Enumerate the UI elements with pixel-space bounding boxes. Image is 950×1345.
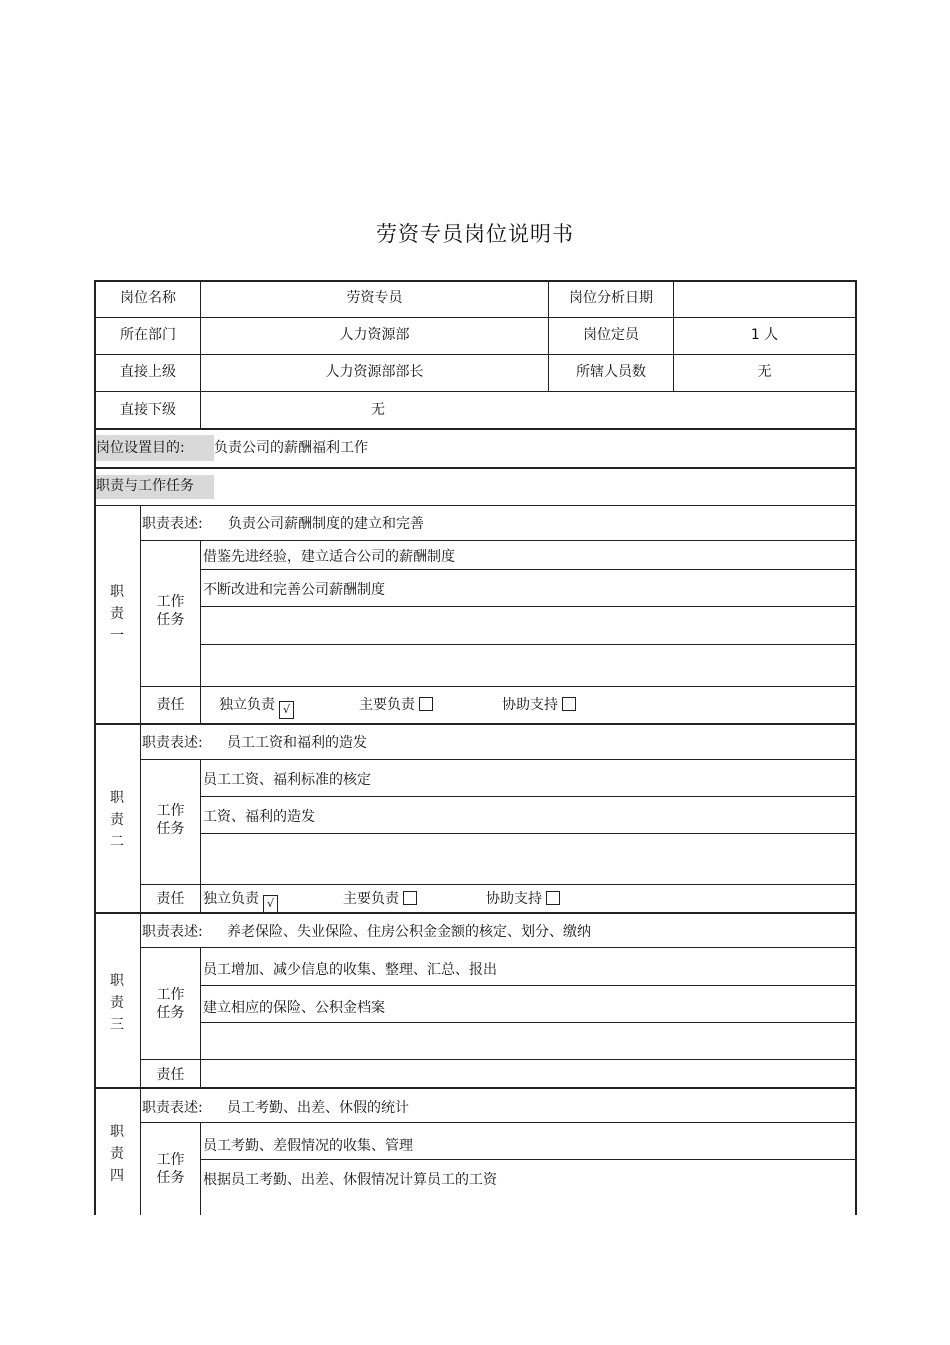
duty-4-desc-label: 职责表述: <box>142 1100 203 1116</box>
duty-2-desc-label: 职责表述: <box>142 735 203 751</box>
duty-1-desc-label: 职责表述: <box>142 516 203 532</box>
duty-1-task-2: 不断改进和完善公司薪酬制度 <box>203 582 385 598</box>
duty-3-title: 职 责 三 <box>110 973 124 1033</box>
subordinates-count-value: 无 <box>757 364 772 380</box>
superior-value: 人力资源部部长 <box>325 364 424 380</box>
headcount-label: 岗位定员 <box>583 327 639 343</box>
duty-4-title: 职 责 四 <box>110 1124 124 1184</box>
duty-1-desc: 负责公司薪酬制度的建立和完善 <box>228 516 424 532</box>
analysis-date-label: 岗位分析日期 <box>569 290 653 306</box>
duty-1-opt-assist: 协助支持 <box>502 696 576 714</box>
checkbox-checked-icon: √ <box>279 701 294 719</box>
dept-value: 人力资源部 <box>339 327 410 343</box>
duty-2-title: 职 责 二 <box>110 790 124 850</box>
duty-2-resp-label: 责任 <box>156 891 185 907</box>
duty-3-task-2: 建立相应的保险、公积金档案 <box>203 1000 385 1016</box>
duty-2-opt-independent: 独立负责 √ <box>203 890 278 913</box>
duty-4-task-1: 员工考勤、差假情况的收集、管理 <box>203 1138 413 1154</box>
duty-4-task-label: 工作 任务 <box>156 1152 185 1186</box>
document-title: 劳资专员岗位说明书 <box>376 222 574 246</box>
checkbox-icon <box>562 697 576 711</box>
superior-label: 直接上级 <box>120 364 176 380</box>
checkbox-icon <box>546 891 560 905</box>
duty-4-desc: 员工考勤、出差、休假的统计 <box>227 1100 409 1116</box>
duty-2-task-2: 工资、福利的造发 <box>203 809 315 825</box>
duty-2-task-1: 员工工资、福利标准的核定 <box>203 772 371 788</box>
purpose-text: 负责公司的薪酬福利工作 <box>214 440 368 456</box>
post-name-label: 岗位名称 <box>120 290 176 306</box>
duty-1-task-label: 工作 任务 <box>156 594 185 628</box>
duty-1-task-1: 借鉴先进经验，建立适合公司的薪酬制度 <box>203 549 455 565</box>
duty-4-task-2: 根据员工考勤、出差、休假情况计算员工的工资 <box>203 1172 497 1188</box>
duty-1-resp-label: 责任 <box>156 697 185 713</box>
duty-3-task-1: 员工增加、减少信息的收集、整理、汇总、报出 <box>203 962 497 978</box>
duties-header: 职责与工作任务 <box>96 478 194 494</box>
purpose-label: 岗位设置目的: <box>96 440 185 456</box>
duty-3-task-label: 工作 任务 <box>156 987 185 1021</box>
duty-2-opt-main: 主要负责 <box>343 890 417 908</box>
duty-1-opt-independent: 独立负责 √ <box>219 696 294 719</box>
duty-2-task-label: 工作 任务 <box>156 803 185 837</box>
post-name-value: 劳资专员 <box>346 290 403 306</box>
duty-3-desc: 养老保险、失业保险、住房公积金金额的核定、划分、缴纳 <box>227 924 591 940</box>
subordinate-value: 无 <box>371 402 385 418</box>
headcount-value: 1 人 <box>750 327 779 343</box>
duty-3-desc-label: 职责表述: <box>142 924 203 940</box>
duty-2-opt-assist: 协助支持 <box>486 890 560 908</box>
subordinates-count-label: 所辖人员数 <box>576 364 646 380</box>
checkbox-checked-icon: √ <box>263 895 278 913</box>
checkbox-icon <box>419 697 433 711</box>
duty-3-resp-label: 责任 <box>156 1067 185 1083</box>
checkbox-icon <box>403 891 417 905</box>
duty-1-title: 职 责 一 <box>110 584 124 644</box>
duty-2-desc: 员工工资和福利的造发 <box>227 735 367 751</box>
subordinate-label: 直接下级 <box>120 402 176 418</box>
duty-1-opt-main: 主要负责 <box>359 696 433 714</box>
dept-label: 所在部门 <box>120 327 176 343</box>
